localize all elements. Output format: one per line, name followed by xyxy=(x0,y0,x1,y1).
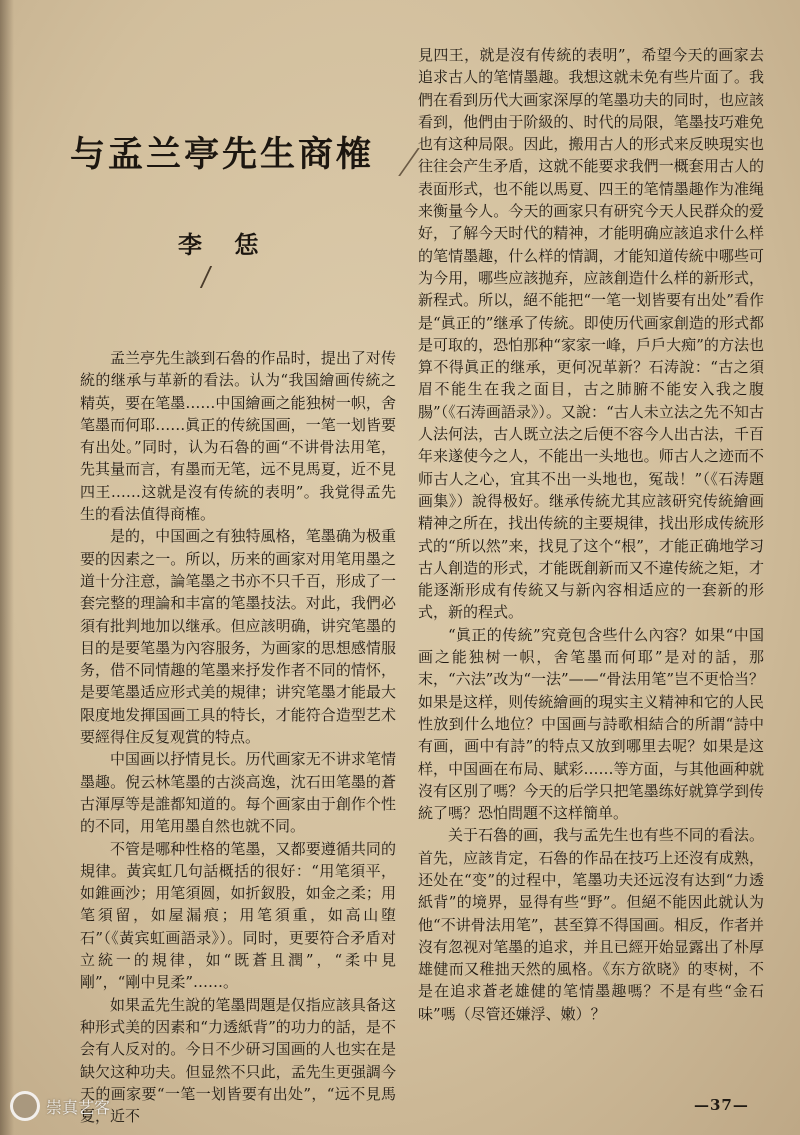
paragraph: 如果孟先生說的笔墨問題是仅指应該具备这种形式美的因素和“力透紙背”的功力的話，是不会有人反对的。今日不少研习国画的人也实在是缺欠这种功夫。但显然不只此，孟先生更强調今天的画家要“一笔一划皆要有出处”，“远不見馬夏，近不 xyxy=(80,995,396,1126)
paragraph: 不管是哪种性格的笔墨，又都要遵循共同的規律。黃宾虹几句話概括的很好：“用笔須平，如錐画沙；用笔須圆，如折釵股，如金之柔；用笔須留，如屋漏痕；用笔須重，如高山堕石”（《黃宾虹画語录》）。同时，更要符合矛盾对立統一的規律，如“既蒼且潤”，“柔中見剛”，“剛中見柔”……。 xyxy=(80,839,396,992)
watermark-text: 崇真艺客 xyxy=(46,1097,111,1117)
body-column-left xyxy=(80,347,396,1126)
pen-mark-icon xyxy=(188,266,212,288)
watermark xyxy=(10,1086,150,1126)
article-author: 李 恁 xyxy=(178,230,271,259)
body-column-right xyxy=(418,44,764,1099)
paragraph: 中国画以抒情見长。历代画家无不讲求笔情墨趣。倪云林笔墨的古淡高逸，沈石田笔墨的蒼古渾厚等是誰都知道的。每个画家由于創作个性的不同，用笔用墨自然也就不同。 xyxy=(80,750,396,836)
paragraph: 是的，中国画之有独特風格，笔墨确为极重要的因素之一。所以，历来的画家对用笔用墨之道十分注意，論笔墨之书亦不只千百，形成了一套完整的理論和丰富的笔墨技法。对此，我們必須有批判地加以继承。但应該明确，讲究笔墨的目的是要笔墨为內容服务，为画家的思想感情服务，借不同情趣的笔墨来抒发作者不同的情怀，是要笔墨适应形式美的規律；讲究笔墨才能最大限度地发揮国画工具的特长，才能符合造型艺术要經得住反复观賞的特点。 xyxy=(80,527,396,747)
margin-tick-icon xyxy=(388,148,420,176)
paragraph: “眞正的传統”究竟包含些什么內容？如果“中国画之能独树一帜，舍笔墨而何耶”是对的話，那末，“六法”改为“一法”——“骨法用笔”岂不更恰当？如果是这样，则传統繪画的現实主义精神和它的人民性放到什么地位？中国画与詩歌相結合的所謂“詩中有画，画中有詩”的特点又放到哪里去呢？如果是这样，中国画在布局、賦彩……等方面，与其他画种就沒有区別了嗎？今天的后学只把笔墨练好就算学到传統了嗎？恐怕問題不这样簡单。 xyxy=(418,625,765,823)
article-title: 与孟兰亭先生商榷 xyxy=(70,134,375,175)
paragraph: 孟兰亭先生談到石魯的作品时，提出了对传統的继承与革新的看法。认为“我国繪画传統之精英，要在笔墨……中国繪画之能独树一帜，舍笔墨而何耶……眞正的传統国画，一笔一划皆要有出处。”同时，认为石魯的画“不讲骨法用笔，先其量而言，有墨而无笔，远不見馬夏，近不見四王……这就是沒有传統的表明”。我覚得孟先生的看法值得商榷。 xyxy=(80,349,396,524)
watermark-logo-icon xyxy=(10,1091,40,1121)
spine-shadow xyxy=(0,0,14,1135)
page-number: —37— xyxy=(694,1096,749,1114)
paragraph: 关于石魯的画，我与孟先生也有些不同的看法。首先，应該肯定，石魯的作品在技巧上还沒有成熟，还处在“变”的过程中，笔墨功夫还远沒有达到“力透紙背”的境界，显得有些“野”。但絕不能因此就认为他“不讲骨法用笔”，甚至算不得国画。相反，作者并沒有忽视对笔墨的追求，并且已經开始显露出了朴厚雄健而又稚拙天然的風格。《东方欲晓》的枣树，不是在追求蒼老雄健的笔情墨趣嗎？不是有些“金石味”嗎（尽管还嫌浮、嫩）？ xyxy=(418,826,764,1023)
paragraph-continued: 見四王，就是沒有传統的表明”，希望今天的画家去追求古人的笔情墨趣。我想这就未免有些片面了。我們在看到历代大画家深厚的笔墨功夫的同时，也应該看到，他們由于阶級的、时代的局限，笔墨技巧难免也有这种局限。因此，搬用古人的形式来反映現实也往往会产生矛盾，这就不能要求我們一概套用古人的表面形式，也不能以馬夏、四王的笔情墨趣作为准绳来衡量今人。今天的画家只有研究今天人民群众的爱好，了解今天时代的精神，才能明确应該追求什么样的笔情墨趣，什么样的情調，才能知道传統中哪些可为今用，哪些应該抛弃，应該創造什么样的新形式，新程式。所以，絕不能把“一笔一划皆要有出处”看作是“眞正的”继承了传統。即使历代画家創造的形式都是可取的，恐怕那种“家家一峰，戶戶大痴”的方法也算不得眞正的继承，更何况革新？石涛說：“古之須眉不能生在我之面目，古之肺腑不能安入我之腹腸”（《石涛画語录》）。又說：“古人未立法之先不知古人法何法，古人既立法之后便不容今人出古法，千百年来遂使今之人，不能出一头地也。师古人之迹而不师古人之心，宜其不出一头地也，冤哉！”（《石涛題画集》）說得极好。继承传統尤其应該研究传統繪画精神之所在，找出传統的主要規律，找出形成传統形式的“所以然”来，找見了这个“根”，才能正确地学习古人創造的形式，才能既創新而又不違传統之矩，才能逐渐形成有传統又与新內容相适应的一套新的形式，新的程式。 xyxy=(418,46,764,622)
